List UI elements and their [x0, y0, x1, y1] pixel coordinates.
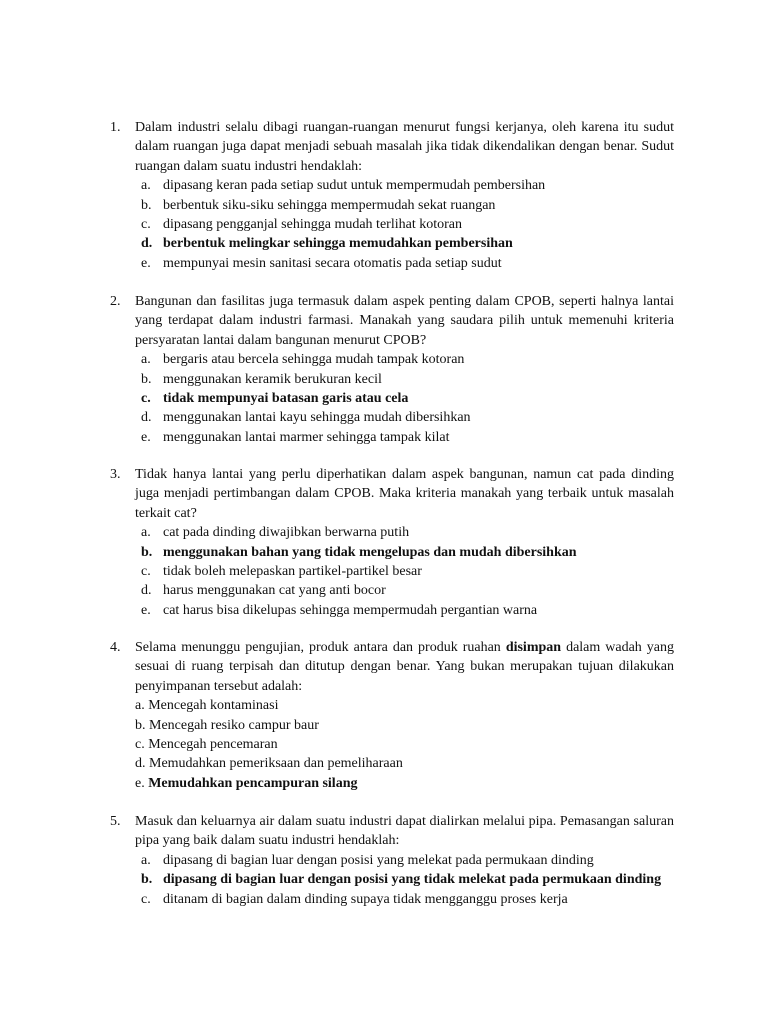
- option-letter: a.: [141, 852, 151, 868]
- question-1: [0, 118, 768, 273]
- option-text: dipasang pengganjal sehingga mudah terlihat kotoran: [163, 217, 462, 233]
- option-d-answer: [141, 234, 674, 253]
- option-letter: e.: [135, 775, 145, 791]
- option-letter: b.: [141, 197, 152, 213]
- option-letter: b.: [135, 717, 146, 733]
- option-text: menggunakan lantai marmer sehingga tampak kilat: [163, 429, 450, 445]
- option-letter: a.: [141, 525, 151, 541]
- question-number: 5.: [110, 814, 121, 829]
- stem-text-end: dalam wadah yang sesuai di ruang terpisah dan ditutup dengan benar. Yang bukan merupakan tujuan dilakukan penyimpanan tersebut adalah:: [135, 640, 675, 694]
- option-text: berbentuk siku-siku sehingga mempermudah sekat ruangan: [163, 197, 496, 213]
- option-c: [141, 890, 674, 909]
- option-a: [141, 176, 674, 195]
- option-text: menggunakan keramik berukuran kecil: [163, 371, 382, 387]
- question-stem: Masuk dan keluarnya air dalam suatu industri dapat dialirkan melalui pipa. Pemasangan saluran pipa yang baik dalam suatu industri hendaklah:: [135, 814, 674, 849]
- question-number: 1.: [110, 120, 121, 135]
- option-text: cat pada dinding diwajibkan berwarna putih: [163, 525, 410, 541]
- option-b: [135, 716, 674, 735]
- option-letter: d.: [135, 756, 146, 772]
- option-text: Memudahkan pemeriksaan dan pemeliharaan: [149, 756, 403, 772]
- option-text: Mencegah pencemaran: [148, 737, 278, 753]
- question-3: [0, 465, 768, 620]
- question-5: [0, 812, 768, 909]
- question-stem: Bangunan dan fasilitas juga termasuk dalam aspek penting dalam CPOB, seperti halnya lantai yang terdapat dalam industri farmasi. Manakah yang saudara pilih untuk memenuhi kriteria persyaratan lantai dalam bangunan menurut CPOB?: [135, 294, 674, 348]
- question-number: 4.: [110, 640, 121, 655]
- option-text: menggunakan bahan yang tidak mengelupas dan mudah dibersihkan: [163, 544, 577, 560]
- option-text: harus menggunakan cat yang anti bocor: [163, 583, 386, 599]
- option-letter: c.: [135, 737, 145, 753]
- option-d: [141, 581, 674, 600]
- option-letter: d.: [141, 583, 152, 599]
- option-letter: a.: [141, 178, 151, 194]
- question-2: [0, 292, 768, 447]
- option-letter: c.: [141, 391, 151, 407]
- option-c-answer: [141, 389, 674, 408]
- option-a: [141, 523, 674, 542]
- option-text: tidak boleh melepaskan partikel-partikel besar: [163, 564, 422, 580]
- option-text: Memudahkan pencampuran silang: [148, 775, 358, 791]
- option-c: [135, 735, 674, 754]
- option-letter: b.: [141, 872, 153, 888]
- option-c: [141, 215, 674, 234]
- option-e: [141, 601, 674, 620]
- option-text: dipasang keran pada setiap sudut untuk mempermudah pembersihan: [163, 178, 546, 194]
- option-text: cat harus bisa dikelupas sehingga mempermudah pergantian warna: [163, 602, 538, 618]
- option-b-answer: [141, 870, 674, 889]
- option-letter: d.: [141, 410, 152, 426]
- option-b: [141, 370, 674, 389]
- option-a: [135, 696, 674, 715]
- option-a: [141, 350, 674, 369]
- option-text: mempunyai mesin sanitasi secara otomatis pada setiap sudut: [163, 255, 502, 271]
- option-d: [135, 754, 674, 773]
- option-letter: e.: [141, 602, 151, 618]
- option-letter: c.: [141, 891, 151, 907]
- option-text: berbentuk melingkar sehingga memudahkan pembersihan: [163, 236, 513, 252]
- option-letter: b.: [141, 544, 153, 560]
- option-letter: d.: [141, 236, 153, 252]
- option-e: [141, 428, 674, 447]
- option-letter: e.: [141, 429, 151, 445]
- option-letter: b.: [141, 371, 152, 387]
- option-letter: a.: [141, 352, 151, 368]
- option-text: Mencegah resiko campur baur: [149, 717, 319, 733]
- option-text: dipasang di bagian luar dengan posisi yang melekat pada permukaan dinding: [163, 852, 594, 868]
- option-a: [141, 851, 674, 870]
- question-stem: Dalam industri selalu dibagi ruangan-ruangan menurut fungsi kerjanya, oleh karena itu sudut dalam ruangan juga dapat menjadi sebuah masalah jika tidak dikendalikan dengan benar. Sudut ruangan dalam suatu industri hendaklah:: [135, 120, 674, 174]
- stem-bold-keyword: disimpan: [505, 640, 562, 655]
- option-text: tidak mempunyai batasan garis atau cela: [163, 391, 409, 407]
- question-4: [0, 638, 768, 793]
- stem-text-start: Selama menunggu pengujian, produk antara dan produk ruahan: [135, 640, 501, 655]
- option-text: bergaris atau bercela sehingga mudah tampak kotoran: [163, 352, 465, 368]
- option-c: [141, 562, 674, 581]
- option-letter: c.: [141, 217, 151, 233]
- option-b: [141, 196, 674, 215]
- question-stem: Tidak hanya lantai yang perlu diperhatikan dalam aspek bangunan, namun cat pada dinding juga menjadi pertimbangan dalam CPOB. Maka kriteria manakah yang terbaik untuk masalah terkait cat?: [135, 467, 674, 521]
- option-text: menggunakan lantai kayu sehingga mudah dibersihkan: [163, 410, 471, 426]
- option-letter: c.: [141, 564, 151, 580]
- question-stem: [135, 638, 674, 696]
- option-text: dipasang di bagian luar dengan posisi yang tidak melekat pada permukaan dinding: [163, 872, 662, 888]
- option-d: [141, 408, 674, 427]
- option-letter: e.: [141, 255, 151, 271]
- question-number: 2.: [110, 294, 121, 309]
- question-number: 3.: [110, 467, 121, 482]
- option-text: ditanam di bagian dalam dinding supaya tidak mengganggu proses kerja: [163, 891, 568, 907]
- option-e: [141, 254, 674, 273]
- option-letter: a.: [135, 698, 145, 714]
- option-text: Mencegah kontaminasi: [148, 698, 279, 714]
- option-e-answer: [135, 774, 674, 793]
- option-b-answer: [141, 543, 674, 562]
